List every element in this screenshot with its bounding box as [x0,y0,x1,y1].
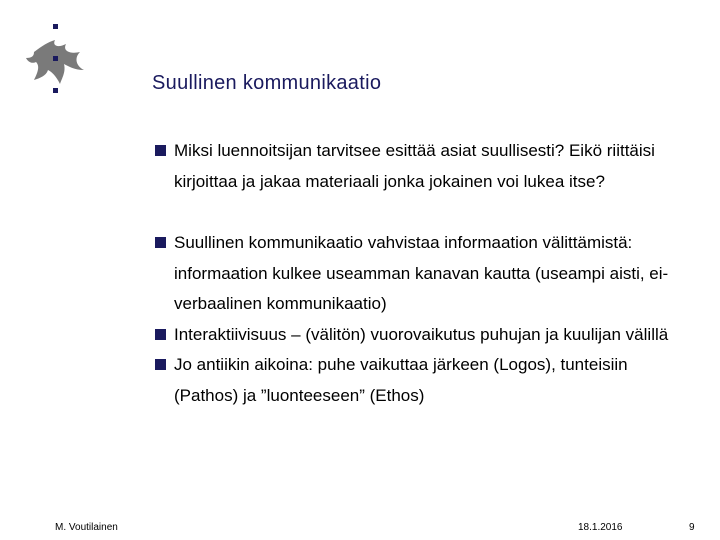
bullet-text: Miksi luennoitsijan tarvitsee esittää asiat suullisesti? Eikö riittäisi kirjoittaa ja jakaa materiaali jonka jokainen voi lukea itse? [174,141,655,191]
bullet-text: Suullinen kommunikaatio vahvistaa informaation välittämistä: informaation kulkee useamman kanavan kautta (useampi aisti, ei-verbaalinen kommunikaatio) [174,233,669,313]
bullet-item [155,136,695,197]
bullet-text: Interaktiivisuus – (välitön) vuorovaikutus puhujan ja kuulijan välillä [174,324,669,344]
page-number: 9 [689,522,695,533]
square-bullet-icon [155,359,166,370]
bullet-item [155,350,695,411]
slide-title: Suullinen kommunikaatio [152,72,382,94]
footer-date: 18.1.2016 [578,522,623,533]
university-logo [22,22,90,98]
footer-author: M. Voutilainen [55,522,118,533]
flame-logo-icon [22,22,90,98]
bullet-list [155,136,695,411]
bullet-item [155,228,695,320]
bullet-item [155,320,695,351]
bullet-text: Jo antiikin aikoina: puhe vaikuttaa järkeen (Logos), tunteisiin (Pathos) ja ”luonteeseen” (Ethos) [174,355,628,405]
square-bullet-icon [155,145,166,156]
square-bullet-icon [155,237,166,248]
square-bullet-icon [155,329,166,340]
